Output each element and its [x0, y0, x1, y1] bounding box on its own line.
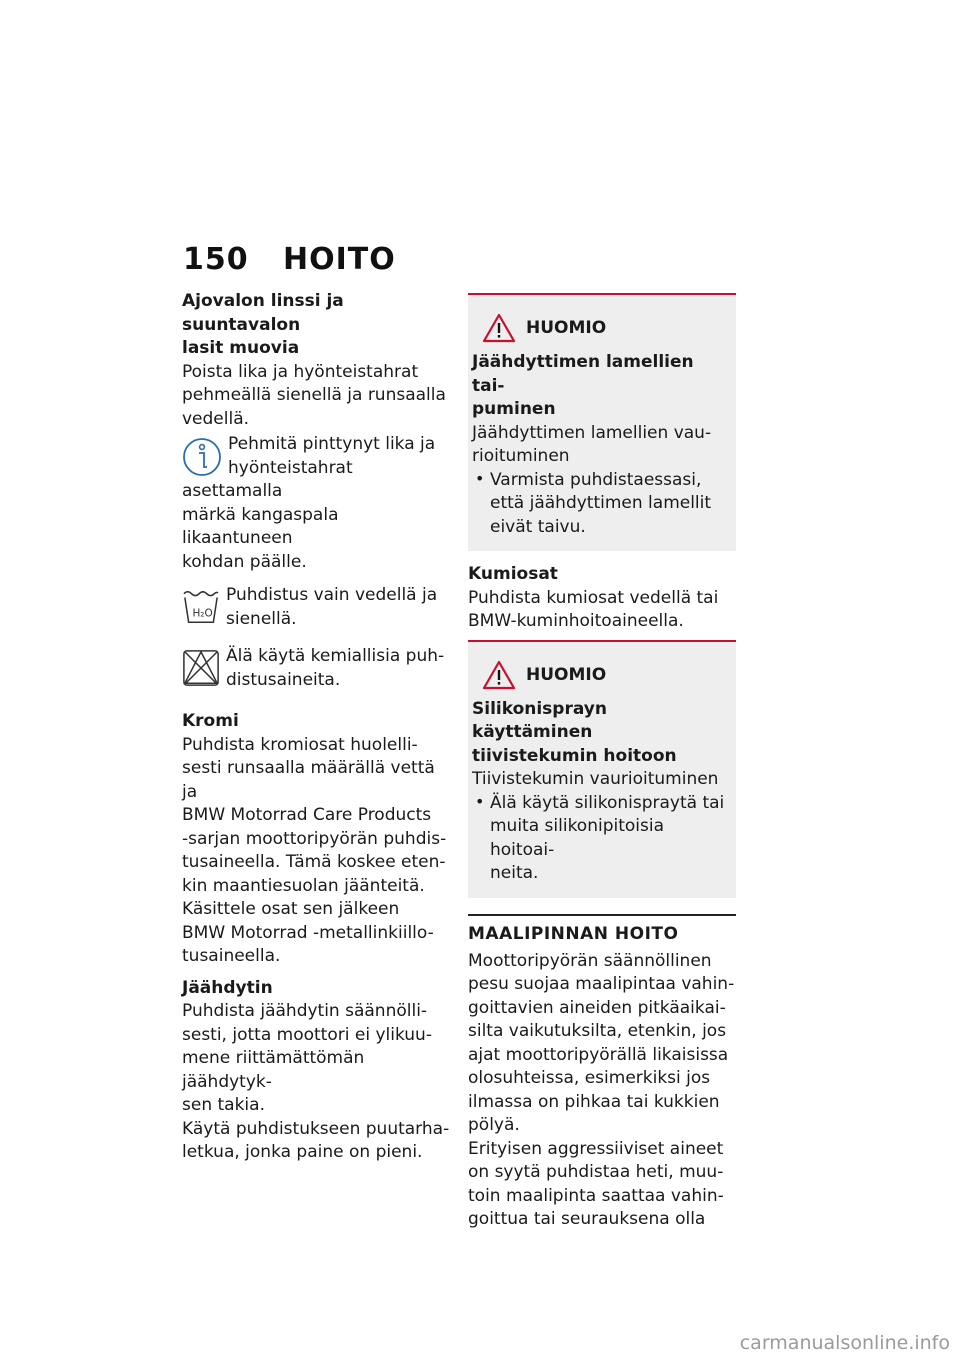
notice-label: HUOMIO — [526, 318, 607, 338]
chrome-line: BMW Motorrad -metallinkiillo- — [182, 922, 434, 943]
paint-line: olosuhteissa, esimerkiksi jos — [468, 1068, 711, 1088]
water-wash-icon — [182, 588, 220, 626]
chrome-line: tusaineella. Tämä koskee eten- — [182, 852, 446, 872]
rubber-line: BMW-kuminhoitoaineella. — [468, 611, 684, 631]
paint-line: Moottoripyörän säännöllinen — [468, 950, 712, 971]
radiator-line: sen takia. — [182, 1095, 265, 1115]
radiator-line: Puhdista jäähdytin säännölli- — [182, 1001, 428, 1021]
radiator-section — [182, 977, 450, 1165]
tip-line: Pehmitä pinttynyt lika ja — [228, 434, 436, 454]
notice-bullet — [472, 792, 726, 886]
no-chemicals-line: distusaineita. — [226, 669, 341, 690]
radiator-heading: Jäähdytin — [182, 977, 273, 998]
tip-line: kohdan päälle. — [182, 551, 307, 572]
notice-title-line: Jäähdyttimen lamellien tai- — [472, 352, 694, 396]
lens-text-line: vedellä. — [182, 408, 250, 429]
lens-heading-line: lasit muovia — [182, 338, 300, 358]
chrome-line: Käsittele osat sen jälkeen — [182, 899, 400, 919]
svg-text:H₂O: H₂O — [192, 607, 213, 620]
paint-line: goittua tai seurauksena olla — [468, 1209, 706, 1229]
warning-triangle-icon — [482, 313, 516, 343]
left-column — [182, 290, 450, 1165]
water-only-line: Puhdistus vain vedellä ja — [226, 585, 438, 605]
tip-line: märkä kangaspala likaantuneen — [182, 504, 339, 548]
tip-note — [182, 433, 450, 574]
notice-text-line: Tiivistekumin vaurioituminen — [472, 769, 719, 789]
info-icon — [182, 435, 224, 479]
warning-triangle-icon — [482, 660, 516, 690]
notice-bullet-line: neita. — [490, 863, 539, 883]
chrome-heading: Kromi — [182, 711, 239, 731]
paint-line: ajat moottoripyörällä likaisissa — [468, 1044, 729, 1065]
paint-line: pölyä. — [468, 1115, 520, 1135]
watermark[interactable]: carmanualsonline.info — [739, 1332, 950, 1354]
notice-label-row — [472, 313, 726, 343]
lens-text-line: Poista lika ja hyönteistahrat — [182, 361, 419, 382]
notice-radiator-fins — [468, 293, 736, 551]
paint-line: toin maalipinta saattaa vahin- — [468, 1185, 724, 1206]
water-only-note — [182, 584, 450, 631]
no-chemicals-line: Älä käytä kemiallisia puh- — [226, 646, 445, 666]
radiator-line: sesti, jotta moottori ei ylikuu- — [182, 1024, 432, 1045]
chrome-line: -sarjan moottoripyörän puhdis- — [182, 828, 447, 849]
rubber-heading: Kumiosat — [468, 564, 558, 584]
lens-heading-line: Ajovalon linssi ja suuntavalon — [182, 291, 344, 335]
notice-text-line: Jäähdyttimen lamellien vau- — [472, 422, 712, 443]
right-column — [468, 293, 736, 1232]
notice-bullet-line: eivät taivu. — [490, 516, 586, 537]
page-number: 150 — [183, 242, 249, 277]
page-header — [183, 242, 396, 277]
paint-line: silta vaikutuksilta, etenkin, jos — [468, 1021, 727, 1041]
no-chemicals-note — [182, 645, 450, 692]
notice-bullet-line: muita silikonipitoisia hoitoai- — [490, 816, 665, 860]
notice-silicone-spray — [468, 640, 736, 898]
lens-section — [182, 290, 450, 431]
notice-bullet-line: että jäähdyttimen lamellit — [490, 493, 712, 513]
paint-care-heading: MAALIPINNAN HOITO — [468, 914, 736, 946]
chrome-line: sesti runsaalla määrällä vettä ja — [182, 758, 435, 802]
lens-text-line: pehmeällä sienellä ja runsaalla — [182, 385, 446, 405]
radiator-line: letkua, jonka paine on pieni. — [182, 1142, 423, 1162]
chrome-line: BMW Motorrad Care Products — [182, 805, 432, 825]
notice-title-line: tiivistekumin hoitoon — [472, 745, 677, 766]
notice-label-row — [472, 660, 726, 690]
paint-line: on syytä puhdistaa heti, muu- — [468, 1162, 724, 1182]
notice-label: HUOMIO — [526, 664, 607, 685]
rubber-line: Puhdista kumiosat vedellä tai — [468, 587, 719, 608]
paint-line: ilmassa on pihkaa tai kukkien — [468, 1091, 720, 1112]
notice-title-line: puminen — [472, 399, 556, 419]
notice-title-line: Silikonisprayn käyttäminen — [472, 698, 607, 742]
water-only-line: sienellä. — [226, 608, 297, 629]
paint-section — [468, 950, 736, 1232]
paint-line: Erityisen aggressiiviset aineet — [468, 1138, 724, 1159]
paint-line: goittavien aineiden pitkäaikai- — [468, 997, 726, 1018]
radiator-line: Käytä puhdistukseen puutarha- — [182, 1118, 450, 1139]
chapter-title: HOITO — [283, 242, 396, 277]
paint-line: pesu suojaa maalipintaa vahin- — [468, 974, 735, 994]
chrome-section — [182, 710, 450, 969]
chrome-line: kin maantiesuolan jäänteitä. — [182, 875, 425, 896]
notice-text-line: rioituminen — [472, 446, 570, 466]
notice-bullet-line: • Varmista puhdistaessasi, — [490, 469, 702, 490]
notice-bullet — [472, 469, 726, 540]
tip-line: hyönteistahrat asettamalla — [182, 457, 353, 501]
rubber-section — [468, 563, 736, 634]
chrome-line: tusaineella. — [182, 946, 281, 966]
radiator-line: mene riittämättömän jäähdytyk- — [182, 1048, 365, 1092]
notice-bullet-line: • Älä käytä silikonispraytä tai — [490, 792, 725, 813]
chrome-line: Puhdista kromiosat huolelli- — [182, 734, 418, 755]
no-chemicals-icon — [182, 649, 220, 687]
